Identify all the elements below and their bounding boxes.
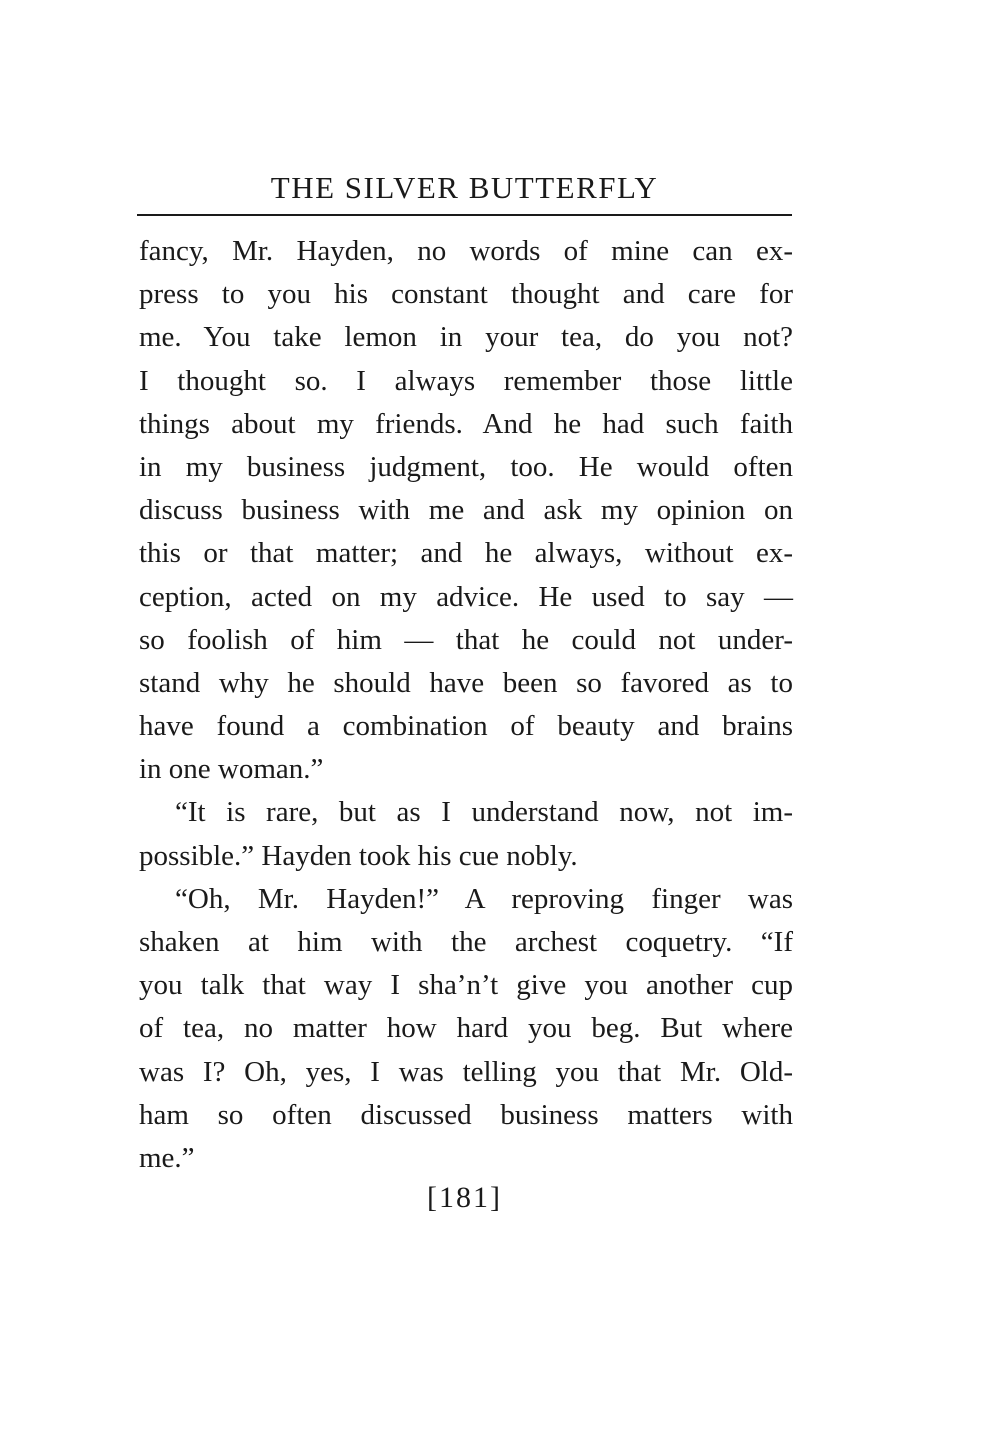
text-line: me. You take lemon in your tea, do you not? [139,321,793,354]
text-line: was I? Oh, yes, I was telling you that Mr. Old- [139,1055,793,1088]
text-line: “It is rare, but as I understand now, not im- [175,796,793,829]
text-line: of tea, no matter how hard you beg. But where [139,1012,793,1045]
text-line: me.” [139,1141,195,1174]
text-line: “Oh, Mr. Hayden!” A reproving finger was [175,882,793,915]
text-line: press to you his constant thought and care for [139,278,793,311]
text-line: fancy, Mr. Hayden, no words of mine can ex- [139,235,793,267]
header-rule [137,214,792,216]
text-line: I thought so. I always remember those little [139,364,793,397]
text-line: things about my friends. And he had such faith [139,407,793,440]
text-line: this or that matter; and he always, without ex- [139,537,793,570]
text-line: discuss business with me and ask my opinion on [139,494,793,527]
text-line: ception, acted on my advice. He used to say — [139,580,793,613]
page-number: [181] [427,1181,502,1214]
text-line: shaken at him with the archest coquetry. “If [139,926,793,958]
text-line: stand why he should have been so favored as to [139,666,793,699]
body-text [139,230,793,1180]
text-line: possible.” Hayden took his cue nobly. [139,839,578,872]
text-line: have found a combination of beauty and brains [139,710,793,743]
text-line: ham so often discussed business matters with [139,1098,793,1131]
text-line: in my business judgment, too. He would often [139,450,793,483]
text-line: you talk that way I sha’n’t give you another cup [139,969,793,1002]
running-head-title: THE SILVER BUTTERFLY [270,170,659,205]
text-line: in one woman.” [139,753,324,786]
text-line: so foolish of him — that he could not under- [139,623,793,656]
